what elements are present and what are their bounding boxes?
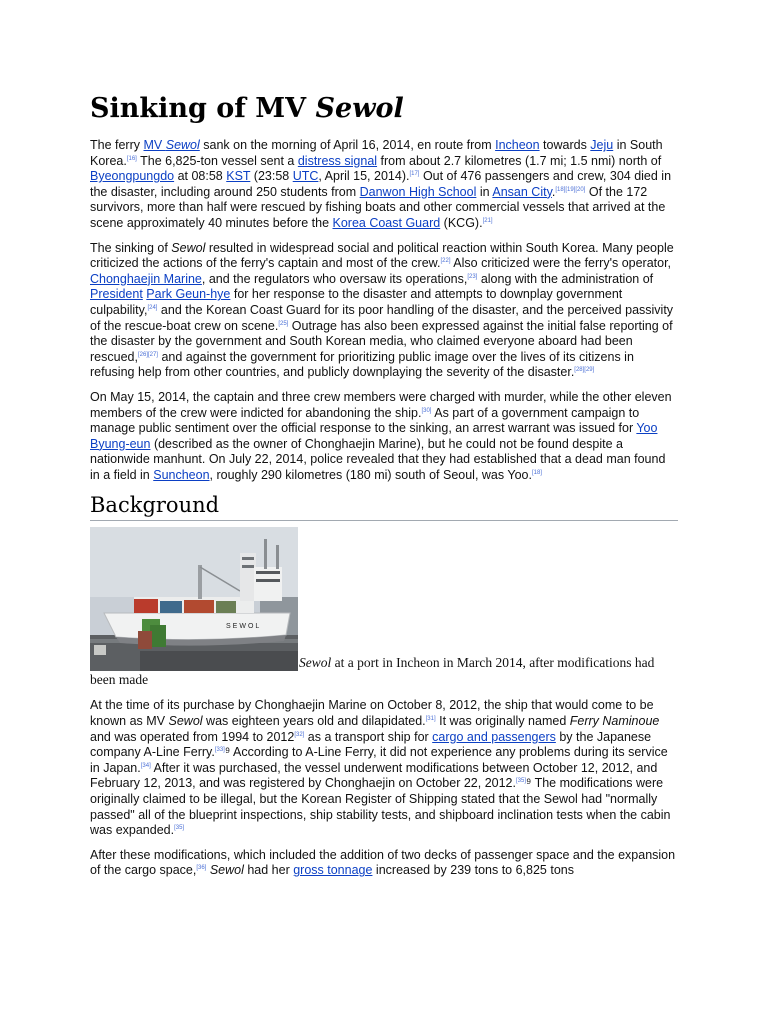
purchase-paragraph: At the time of its purchase by Chonghaejin Marine on October 8, 2012, the ship that would come to be known as MV Sewol was eighteen years old and dilapidated.[31] It was originally named Ferry Naminoue and was operated from 1994 to 2012[32] as a transport ship for cargo and passengers by the Japanese company A-Line Ferry.[33]⁹ According to A-Line Ferry, it did not experience any problems during its service in Japan.[34] After it was purchased, the vessel underwent modifications between October 12, 2012, and February 12, 2013, and was registered by Chonghaejin on October 22, 2012.[35]⁹ The modifications were originally claimed to be illegal, but the Korean Register of Shipping stated that the Sewol had "normally passed" all of the blueprint inspections, ship stability tests, and shipboard inclination tests when the cabin was expanded.[35] xyxy=(90,698,671,838)
citation[interactable]: [22] xyxy=(440,258,451,265)
hull-name: SEWOL xyxy=(226,623,262,631)
link-yoo-byung-eun[interactable]: Yoo Byung-eun xyxy=(90,421,658,451)
link-ansan-city[interactable]: Ansan City xyxy=(492,184,552,199)
page-title: Sinking of MV Sewol xyxy=(90,93,404,124)
link-utc[interactable]: UTC xyxy=(292,169,319,184)
citation[interactable]: [17] xyxy=(409,171,420,178)
citation[interactable]: [35] xyxy=(174,825,185,832)
link-chonghaejin-marine[interactable]: Chonghaejin Marine xyxy=(90,271,202,286)
link-jeju[interactable]: Jeju xyxy=(590,138,614,152)
citation[interactable]: [28][29] xyxy=(574,367,595,374)
link-park-geun-hye[interactable]: Park Geun-hye xyxy=(146,287,231,302)
figure: SEWOL Sewol at a port in Incheon in March 2014, after modifications had been made xyxy=(90,527,678,688)
citation[interactable]: [21] xyxy=(482,217,493,224)
intro-paragraph: The ferry MV Sewol sank on the morning of April 16, 2014, en route from Incheon towards Jeju in South Korea.[16] The 6,825-ton vessel sent a distress signal from about 2.7 kilometres (1.7 mi; 1.5 nmi) north of Byeongpungdo at 08:58 KST (23:58 UTC, April 15, 2014).[17] Out of 476 passengers and crew, 304 died in the disaster, including around 250 students from Danwon High School in Ansan City.[18][19][20] Of the 172 survivors, more than half were rescued by fishing boats and other commercial vessels that arrived at the scene approximately 40 minutes before the Korea Coast Guard (KCG).[21] xyxy=(90,138,672,230)
link-gross-tonnage[interactable]: gross tonnage xyxy=(293,863,373,878)
citation[interactable]: [35] xyxy=(515,778,526,785)
charges-paragraph: On May 15, 2014, the captain and three crew members were charged with murder, while the other eleven members of the crew were indicted for abandoning the ship.[30] As part of a government campaign to manage public sentiment over the official response to the sinking, an arrest warrant was issued for Yoo Byung-eun (described as the owner of Chonghaejin Marine), but he could not be found despite a nationwide manhunt. On July 22, 2014, police revealed that they had established that a dead man found in a field in Suncheon, roughly 290 kilometres (180 mi) south of Seoul, was Yoo.[18] xyxy=(90,389,672,482)
citation[interactable]: [31] xyxy=(425,716,436,723)
link-suncheon[interactable]: Suncheon xyxy=(153,467,210,482)
link-president[interactable]: President xyxy=(90,287,143,302)
link-kst[interactable]: KST xyxy=(226,169,251,184)
link-incheon[interactable]: Incheon xyxy=(495,138,540,152)
figure-caption: at a port in Incheon in March 2014, after modifications had been made xyxy=(90,655,655,688)
link-distress-signal[interactable]: distress signal xyxy=(297,153,378,168)
modifications-paragraph: After these modifications, which included the addition of two decks of passenger space and the expansion of the cargo space,[36] Sewol had her gross tonnage increased by 239 tons to 6,825 tons xyxy=(90,847,676,878)
citation[interactable]: [25] xyxy=(278,320,289,327)
link-byeongpungdo[interactable]: Byeongpungdo xyxy=(90,169,175,184)
link-cargo-and-passengers[interactable]: cargo and passengers xyxy=(432,729,556,744)
citation[interactable]: [30] xyxy=(421,407,432,414)
article xyxy=(90,92,678,888)
citation[interactable]: [16] xyxy=(126,155,137,162)
link-mv-sewol[interactable]: MV Sewol xyxy=(143,138,200,152)
citation[interactable]: [36] xyxy=(196,865,207,872)
section-heading-background: Background xyxy=(90,492,678,521)
citation[interactable]: [18][19][20] xyxy=(555,186,586,193)
citation[interactable]: [24] xyxy=(147,304,158,311)
link-danwon-high-school[interactable]: Danwon High School xyxy=(359,184,477,199)
citation[interactable]: [18] xyxy=(531,469,542,476)
citation[interactable]: [33] xyxy=(214,747,225,754)
link-korea-coast-guard[interactable]: Korea Coast Guard xyxy=(332,215,441,230)
citation[interactable]: [26][27] xyxy=(137,351,158,358)
citation[interactable]: [34] xyxy=(140,762,151,769)
ferry-photo xyxy=(90,527,298,671)
citation[interactable]: [23] xyxy=(467,273,478,280)
reaction-paragraph: The sinking of Sewol resulted in widespread social and political reaction within South Korea. Many people criticized the actions of the ferry's captain and most of the crew.[22] Also criticized were the ferry's operator, Chonghaejin Marine, and the regulators who oversaw its operations,[23] along with the administration of President Park Geun-hye for her response to the disaster and attempts to downplay government culpability,[24] and the Korean Coast Guard for its poor handling of the disaster, and the perceived passivity of the rescue-boat crew on scene.[25] Outrage has also been expressed against the initial false reporting of the disaster by the government and South Korean media, who claimed everyone aboard had been rescued,[26][27] and against the government for prioritizing public image over the lives of its citizens in refusing help from other countries, and publicly downplaying the severity of the disaster.[28][29] xyxy=(90,240,674,380)
citation[interactable]: [32] xyxy=(294,731,305,738)
